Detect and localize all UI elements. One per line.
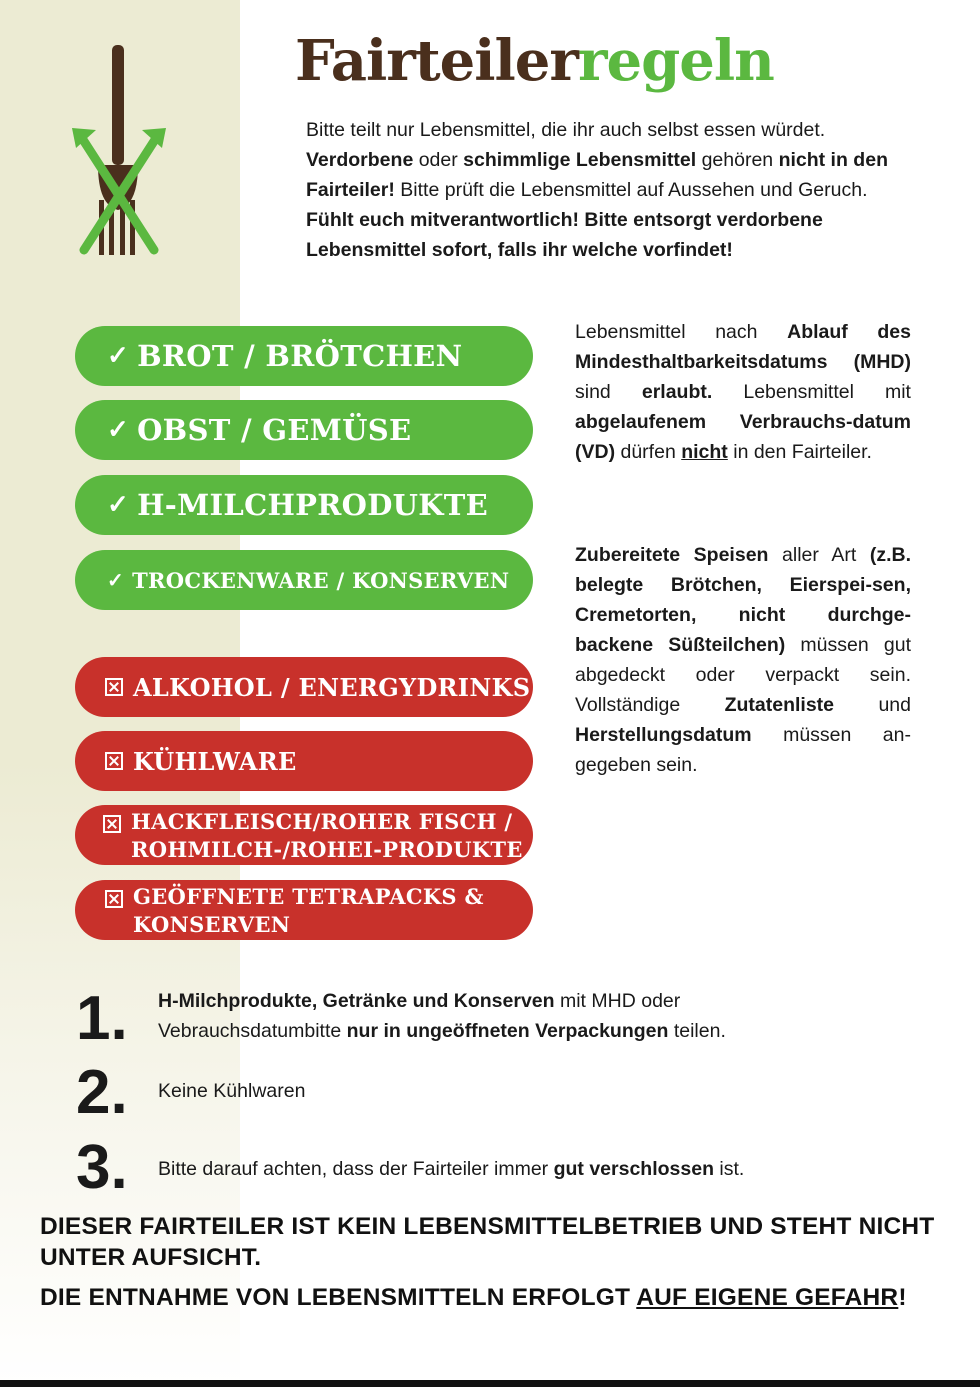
notice-own-risk-underlined: AUF EIGENE GEFAHR bbox=[636, 1284, 899, 1311]
rule-1-text-end: teilen. bbox=[668, 1020, 726, 1042]
rule-1-bold-unopened: nur in ungeöffneten Verpackungen bbox=[346, 1020, 669, 1042]
pill-label: ALKOHOL / ENERGYDRINKS bbox=[133, 672, 531, 702]
pill-label: BROT / BRÖTCHEN bbox=[137, 339, 463, 373]
prepared-text: aller Art bbox=[768, 544, 870, 566]
rule-text-3 bbox=[158, 1154, 858, 1184]
allowed-pill-dry-goods bbox=[75, 550, 533, 610]
allowed-pill-uht-milk bbox=[75, 475, 533, 535]
mhd-text: Lebensmittel mit bbox=[712, 381, 911, 403]
notice-own-risk-text: DIE ENTNAHME VON LEBENSMITTELN ERFOLGT bbox=[40, 1284, 637, 1311]
mhd-text: dürfen bbox=[615, 441, 682, 463]
mhd-bold: Ablauf des Mindesthaltbarkeitsdatums (MHD) bbox=[575, 321, 911, 373]
intro-paragraph bbox=[306, 115, 918, 265]
rule-3-text-end: ist. bbox=[713, 1158, 745, 1180]
mhd-text: in den Fairteiler. bbox=[727, 441, 872, 463]
rule-1-text: mit MHD oder Vebrauchsdatumbitte bbox=[158, 990, 681, 1042]
allowed-pill-bread bbox=[75, 326, 533, 386]
mhd-info-paragraph bbox=[575, 317, 911, 467]
rule-text-2 bbox=[158, 1076, 858, 1106]
check-mark-icon: ✓ bbox=[107, 568, 125, 592]
pill-label bbox=[133, 883, 484, 939]
rule-number-3: 3. bbox=[76, 1133, 128, 1202]
check-mark-icon: ✓ bbox=[107, 341, 130, 371]
prepared-bold-examples: (z.B. belegte Brötchen, Eierspei-sen, Cremetorten, nicht durchge-backene Süßteilchen) bbox=[575, 544, 911, 656]
rule-text-1 bbox=[158, 986, 858, 1046]
prepared-text: müssen gut abgedeckt oder verpackt sein. Vollständige bbox=[575, 634, 911, 716]
crossed-box-icon bbox=[103, 815, 121, 833]
notice-own-risk bbox=[40, 1282, 940, 1313]
intro-text: gehören bbox=[696, 149, 779, 171]
notice-exclamation: ! bbox=[898, 1284, 907, 1311]
prepared-bold-title: Zubereitete Speisen bbox=[575, 544, 769, 566]
rule-3-text: Bitte darauf achten, dass der Fairteiler immer bbox=[158, 1158, 554, 1180]
rule-3-bold-closed: gut verschlossen bbox=[553, 1158, 714, 1180]
prepared-bold-ingredients: Zutatenliste bbox=[724, 694, 835, 716]
pill-label-line-1: HACKFLEISCH/ROHER FISCH / bbox=[131, 809, 513, 834]
intro-bold-responsibility: Fühlt euch mitverantwortlich! Bitte entsorgt verdorbene Lebensmittel sofort, falls ihr welche vorfindet! bbox=[306, 209, 823, 261]
pill-label: OBST / GEMÜSE bbox=[137, 413, 412, 447]
pill-label: TROCKENWARE / KONSERVEN bbox=[132, 567, 510, 593]
allowed-pill-fruit-vegetables bbox=[75, 400, 533, 460]
check-mark-icon: ✓ bbox=[107, 415, 130, 445]
check-mark-icon: ✓ bbox=[107, 490, 130, 520]
intro-bold-mouldy: schimmlige Lebensmittel bbox=[463, 149, 697, 171]
intro-text: oder bbox=[413, 149, 464, 171]
pill-label: H-MILCHPRODUKTE bbox=[137, 488, 489, 522]
prepared-text: und bbox=[834, 694, 911, 716]
mhd-text: sind bbox=[575, 381, 642, 403]
forbidden-pill-chilled bbox=[75, 731, 533, 791]
crossed-box-icon bbox=[105, 678, 123, 696]
rule-2-text: Keine Kühlwaren bbox=[158, 1080, 306, 1102]
crossed-box-icon bbox=[105, 752, 123, 770]
mhd-text: Lebensmittel nach bbox=[575, 321, 788, 343]
bottom-divider bbox=[0, 1380, 980, 1387]
rule-number-2: 2. bbox=[76, 1058, 128, 1127]
rule-1-bold: H-Milchprodukte, Getränke und Konserven bbox=[158, 990, 555, 1012]
crossed-box-icon bbox=[105, 890, 123, 908]
mhd-bold-vd: abgelaufenem Verbrauchs-datum (VD) bbox=[575, 411, 911, 463]
intro-bold-not-in-fairteiler: nicht in den Fairteiler! bbox=[306, 149, 888, 201]
prepared-food-paragraph bbox=[575, 540, 911, 780]
pill-label: KÜHLWARE bbox=[133, 746, 297, 776]
pill-label bbox=[131, 808, 523, 864]
forbidden-pill-opened-packs bbox=[75, 880, 533, 940]
intro-bold-spoiled: Verdorbene bbox=[306, 149, 414, 171]
title-part-fairteiler: Fairteiler bbox=[295, 28, 578, 94]
prepared-text: müssen an-gegeben sein. bbox=[575, 724, 911, 776]
pill-label-line-1: GEÖFFNETE TETRAPACKS & bbox=[133, 884, 484, 909]
notice-no-food-business: DIESER FAIRTEILER IST KEIN LEBENSMITTELBETRIEB UND STEHT NICHT UNTER AUFSICHT. bbox=[40, 1213, 935, 1271]
intro-sentence-1: Bitte teilt nur Lebensmittel, die ihr auch selbst essen würdet. bbox=[306, 119, 826, 141]
pill-label-line-2: KONSERVEN bbox=[133, 912, 291, 937]
mhd-underlined-not: nicht bbox=[681, 441, 728, 463]
page-title bbox=[295, 28, 774, 95]
mhd-bold-allowed: erlaubt. bbox=[641, 381, 713, 403]
pill-label-line-2: ROHMILCH-/ROHEI-PRODUKTE bbox=[131, 837, 523, 862]
rule-number-1: 1. bbox=[76, 984, 128, 1053]
forbidden-pill-alcohol bbox=[75, 657, 533, 717]
intro-sentence-3: Bitte prüft die Lebensmittel auf Aussehen und Geruch. bbox=[394, 179, 868, 201]
prepared-bold-production-date: Herstellungsdatum bbox=[575, 724, 752, 746]
forbidden-pill-raw-meat bbox=[75, 805, 533, 865]
fork-arrows-logo-icon bbox=[62, 40, 172, 260]
title-part-regeln: regeln bbox=[577, 28, 774, 94]
